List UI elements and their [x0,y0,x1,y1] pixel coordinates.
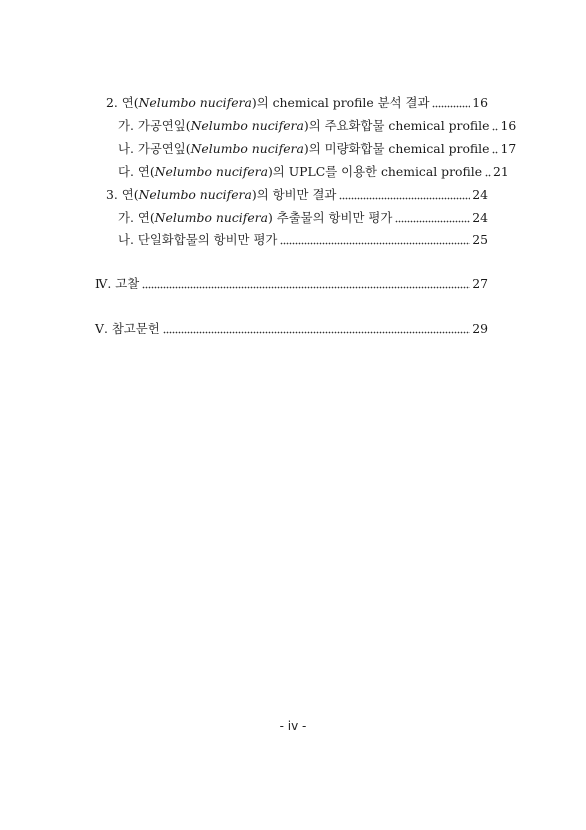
toc-entry-label: Ⅴ. 참고문헌 [95,321,160,336]
toc-entry-label: 나. 단일화합물의 항비만 평가 [118,232,278,247]
dot-leader [142,286,470,289]
toc-entry-label: 나. 가공연잎(Nelumbo nucifera)의 미량화합물 chemical profile [118,141,490,156]
toc-page-number: 24 [472,187,488,202]
toc-page-number: 29 [472,321,488,336]
toc-page-number: 25 [472,232,488,247]
dot-leader [163,331,471,334]
page-number-footer: - iv - [279,719,307,733]
toc-entry-iv [95,276,488,292]
toc-entry-label: 2. 연(Nelumbo nucifera)의 chemical profile 분석 결과 [106,95,430,110]
toc-entry-label: 다. 연(Nelumbo nucifera)의 UPLC를 이용한 chemical profile [118,164,483,179]
dot-leader [432,105,470,108]
toc-entry-3 [106,187,488,203]
toc-page-number: 27 [472,276,488,291]
toc-entry-2-da [118,164,509,180]
toc-page-number: 16 [472,95,488,110]
toc-entry-2-ga [118,118,517,134]
toc-entry-label: 3. 연(Nelumbo nucifera)의 항비만 결과 [106,187,337,202]
toc-page-number: 16 [500,118,517,133]
toc-page-number: 24 [472,210,488,225]
dot-leader [492,151,498,154]
toc-page-number: 17 [500,141,517,156]
toc-entry-2 [106,95,488,111]
dot-leader [280,242,470,245]
dot-leader [395,220,470,223]
toc-entry-label: 가. 연(Nelumbo nucifera) 추출물의 항비만 평가 [118,210,393,225]
toc-page-number: 21 [493,164,509,179]
toc-entry-3-na [118,232,488,248]
toc-entry-label: Ⅳ. 고찰 [95,276,140,291]
dot-leader [339,197,470,200]
toc-entry-2-na [118,141,517,157]
toc-entry-3-ga [118,210,488,226]
dot-leader [492,128,498,131]
toc-entry-v [95,321,488,337]
toc-entry-label: 가. 가공연잎(Nelumbo nucifera)의 주요화합물 chemical profile [118,118,490,133]
dot-leader [485,174,491,177]
